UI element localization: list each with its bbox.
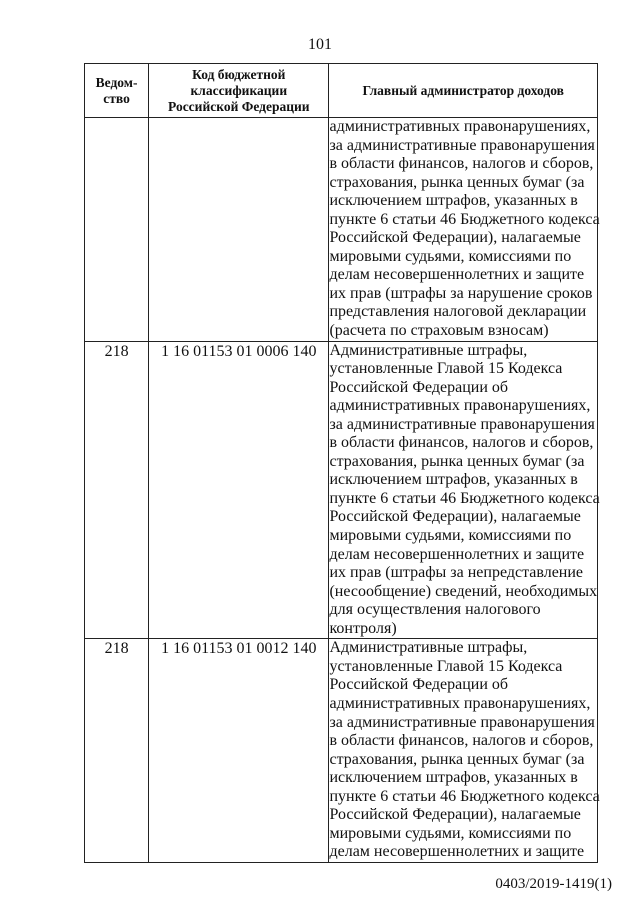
description-line: пункте 6 статьи 46 Бюджетного кодекса [329,787,600,805]
document-code: 0403/2019-1419(1) [495,876,612,892]
description-line: (несообщение) сведений, необходимых [329,582,598,600]
agency-cell: 218 [85,639,149,863]
description-line: мировыми судьями, комиссиями по [329,527,572,545]
description-line: исключением штрафов, указанных в [329,769,578,787]
budget-classification-table [84,63,598,863]
description-line: Российской Федерации), налагаемые [329,508,581,526]
description-line: представления налоговой декларации [329,303,587,321]
administrator-cell [329,639,598,863]
description-line: делам несовершеннолетних и защите [329,843,585,861]
description-line: Российской Федерации), налагаемые [329,229,581,247]
description-line: административных правонарушениях, [329,694,591,712]
header-code-line: Код бюджетной [192,66,286,82]
table-header-row [85,64,598,118]
agency-cell: 218 [85,341,149,639]
description-line: установленные Главой 15 Кодекса [329,360,563,378]
budget-code-cell [149,118,329,342]
description-line: их прав (штрафы за нарушение сроков [329,284,593,302]
description-line: делам несовершеннолетних и защите [329,266,585,284]
description-line: делам несовершеннолетних и защите [329,545,585,563]
description-line: в области финансов, налогов и сборов, [329,434,594,452]
description-line: мировыми судьями, комиссиями по [329,247,572,265]
table-row [85,341,598,639]
header-agency [85,64,149,118]
description-line: контроля) [329,619,397,637]
table-row [85,639,598,863]
description-line: Российской Федерации), налагаемые [329,806,581,824]
description-line: мировыми судьями, комиссиями по [329,824,572,842]
header-agency-line: Ведом- [95,74,138,90]
description-line: в области финансов, налогов и сборов, [329,732,594,750]
description-line: пункте 6 статьи 46 Бюджетного кодекса [329,489,600,507]
header-agency-line: ство [103,90,130,106]
budget-code-cell: 1 16 01153 01 0006 140 [149,341,329,639]
administrator-cell [329,341,598,639]
description-line: административных правонарушениях, [329,397,591,415]
budget-code-cell: 1 16 01153 01 0012 140 [149,639,329,863]
header-admin-line: Главный администратор доходов [362,82,564,98]
administrator-cell [329,118,598,342]
table-row [85,118,598,342]
description-line: Административные штрафы, [329,639,528,657]
description-line: Административные штрафы, [329,341,528,359]
description-line: пункте 6 статьи 46 Бюджетного кодекса [329,210,600,228]
description-line: для осуществления налогового [329,601,541,619]
description-line: страхования, рынка ценных бумаг (за [329,173,585,191]
description-line: за административные правонарушения [329,713,595,731]
description-line: страхования, рынка ценных бумаг (за [329,750,585,768]
agency-cell [85,118,149,342]
description-line: за административные правонарушения [329,136,595,154]
description-line: страхования, рынка ценных бумаг (за [329,452,585,470]
header-code-line: классификации [190,82,288,98]
description-line: административных правонарушениях, [329,118,591,135]
description-line: за административные правонарушения [329,415,595,433]
description-line: исключением штрафов, указанных в [329,471,578,489]
description-line: Российской Федерации об [329,676,509,694]
page-number: 101 [308,36,332,53]
header-code-line: Российской Федерации [168,98,310,114]
header-code [149,64,329,118]
description-line: исключением штрафов, указанных в [329,192,578,210]
description-line: в области финансов, налогов и сборов, [329,155,594,173]
description-line: их прав (штрафы за непредставление [329,564,584,582]
description-line: установленные Главой 15 Кодекса [329,657,563,675]
description-line: Российской Федерации об [329,378,509,396]
header-admin [329,64,598,118]
description-line: (расчета по страховым взносам) [329,322,549,340]
